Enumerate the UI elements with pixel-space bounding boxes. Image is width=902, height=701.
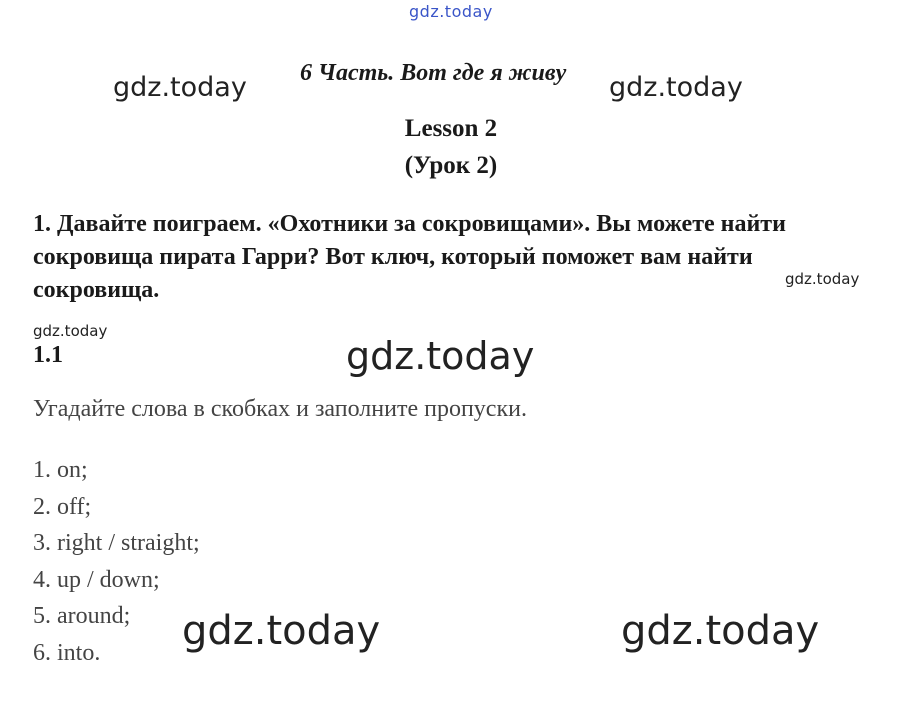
lesson-title-ru: (Урок 2) <box>404 152 498 179</box>
task-text: 1. Давайте поиграем. «Охотники за сокровищами». Вы можете найти сокровища пирата Гарри? Вот ключ, который поможет вам найти сокровища. <box>33 211 786 303</box>
answer-item: 4. up / down; <box>33 566 160 593</box>
part-title: 6 Часть. Вот где я живу <box>300 60 567 86</box>
watermark-right-small: gdz.today <box>785 270 860 288</box>
answer-item: 6. into. <box>33 639 101 666</box>
answer-list <box>33 452 200 671</box>
watermark-top: gdz.today <box>409 2 493 21</box>
watermark-bottom-left: gdz.today <box>182 608 381 654</box>
watermark-bottom-right: gdz.today <box>621 608 820 654</box>
watermark-right-header: gdz.today <box>609 72 743 103</box>
section-number: 1.1 <box>33 342 63 368</box>
watermark-left-header: gdz.today <box>113 72 247 103</box>
answer-item: 1. on; <box>33 457 88 483</box>
answer-item: 5. around; <box>33 603 131 629</box>
section-instruction: Угадайте слова в скобках и заполните пропуски. <box>33 396 527 422</box>
answer-item: 2. off; <box>33 493 92 520</box>
watermark-center: gdz.today <box>346 334 535 378</box>
answer-item: 3. right / straight; <box>33 530 200 556</box>
lesson-title: Lesson 2 <box>404 115 498 142</box>
watermark-left-small: gdz.today <box>33 322 108 340</box>
